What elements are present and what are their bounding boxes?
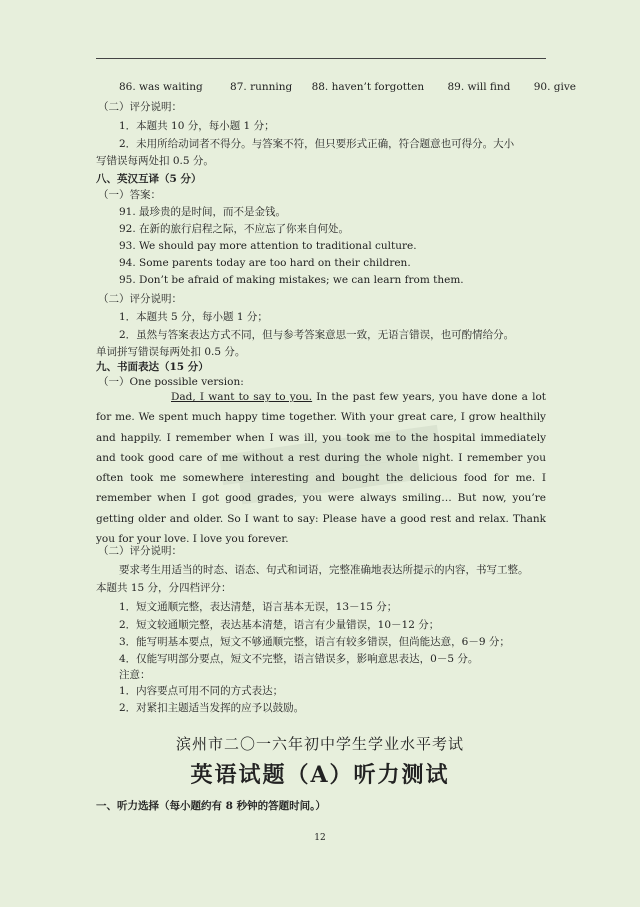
answer-95: 95. Don’t be afraid of making mistakes; we can learn from them. xyxy=(119,274,464,286)
section8-heading: 八、英汉互译（5 分） xyxy=(96,173,202,185)
answer-86: 86. was waiting xyxy=(119,81,203,93)
s8-scoring-heading: （二）评分说明： xyxy=(98,293,182,305)
answer-93: 93. We should pay more attention to traditional culture. xyxy=(119,240,417,252)
page-number: 12 xyxy=(314,833,326,843)
s9-note-1: 1．内容要点可用不同的方式表达； xyxy=(119,685,284,697)
s9-note-2: 2．对紧扣主题适当发挥的应予以鼓励。 xyxy=(119,702,305,714)
s7-rule2a: 2．未用所给动词者不得分。与答案不符，但只要形式正确，符合题意也可得分。大小 xyxy=(119,138,515,150)
answer-89: 89. will find xyxy=(447,81,511,93)
essay-body: In the past few years, you have done a lot for me. We spent much happy time together. With your great care, I grow healthily and happily. I remember when I was ill, you took me to the hospital immediately and took good care of me without a rest during the whole night. I remember you often took me somewhere interesting and bought the delicious food for me. I remember when I got good grades, you were always smiling… But now, you’re getting older and older. So I want to say: Please have a good rest and relax. Thank you for your love. I love you forever. xyxy=(96,391,546,546)
s9-version-label: （一）One possible version: xyxy=(98,376,244,388)
s7-scoring-heading: （二）评分说明： xyxy=(98,101,182,113)
answer-91: 91. 最珍贵的是时间，而不是金钱。 xyxy=(119,206,287,218)
s9-level-3: 3．能写明基本要点，短文不够通顺完整，语言有较多错误，但尚能达意，6－9 分； xyxy=(119,636,510,648)
s9-scoring-heading: （二）评分说明： xyxy=(98,545,182,557)
answer-87: 87. running xyxy=(230,81,293,93)
section9-heading: 九、书面表达（15 分） xyxy=(96,361,209,373)
model-essay xyxy=(96,387,546,549)
s8-rule2a: 2．虽然与答案表达方式不同，但与参考答案意思一致，无语言错误，也可酌情给分。 xyxy=(119,329,515,341)
answer-94: 94. Some parents today are too hard on their children. xyxy=(119,257,411,269)
s7-rule1: 1．本题共 10 分，每小题 1 分； xyxy=(119,120,275,132)
answer-92: 92. 在新的旅行启程之际，不应忘了你来自何处。 xyxy=(119,223,350,235)
answer-88: 88. haven’t forgotten xyxy=(311,81,425,93)
s9-note-heading: 注意： xyxy=(119,669,151,681)
answers-86-90 xyxy=(119,80,576,94)
s8-rule1: 1．本题共 5 分，每小题 1 分； xyxy=(119,311,268,323)
s9-level-1: 1．短文通顺完整，表达清楚，语言基本无误，13－15 分； xyxy=(119,601,398,613)
header-rule xyxy=(96,58,546,59)
s8-rule2b: 单词拼写错误每两处扣 0.5 分。 xyxy=(96,346,246,358)
s7-rule2b: 写错误每两处扣 0.5 分。 xyxy=(96,155,214,167)
s9-level-2: 2．短文较通顺完整，表达基本清楚，语言有少量错误，10－12 分； xyxy=(119,619,440,631)
exam-subtitle: 英语试题（A）听力测试 xyxy=(190,762,450,788)
exam-title: 滨州市二〇一六年初中学生学业水平考试 xyxy=(175,735,464,753)
answer-90: 90. give xyxy=(533,81,576,93)
s8-answers-heading: （一）答案： xyxy=(98,189,161,201)
s9-requirement-a: 要求考生用适当的时态、语态、句式和词语，完整准确地表达所提示的内容，书写工整。 xyxy=(119,564,529,576)
essay-first-sentence: Dad, I want to say to you. xyxy=(171,391,313,403)
s9-level-4: 4．仅能写明部分要点，短文不完整，语言错误多，影响意思表达，0－5 分。 xyxy=(119,653,479,665)
listening-heading: 一、听力选择（每小题约有 8 秒钟的答题时间。） xyxy=(96,800,326,812)
s9-requirement-b: 本题共 15 分，分四档评分： xyxy=(96,582,232,594)
